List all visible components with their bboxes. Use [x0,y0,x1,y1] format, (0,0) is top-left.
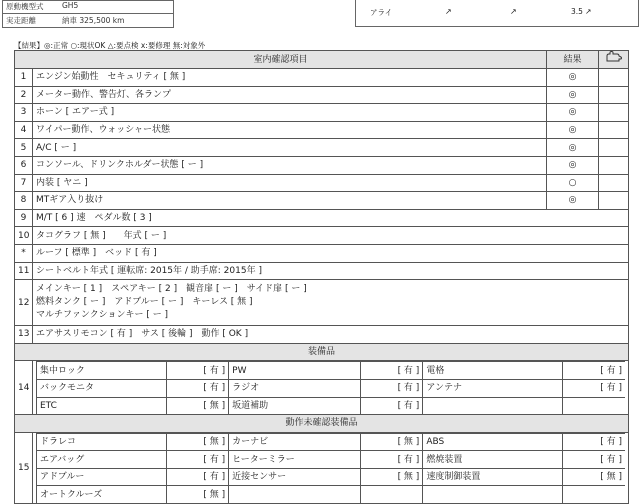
grid-row [37,379,626,397]
item-result: ○ [547,174,599,192]
row-number: 7 [15,174,33,192]
item-text: コンソール、ドリンクホルダー状態 [ ー ] [33,156,547,174]
alignment-label: アライ [370,8,393,17]
item-note [599,121,629,139]
table-row [15,227,629,245]
air-suspension-info: エアサスリモコン [ 有 ] サス [ 後輪 ] 動作 [ OK ] [33,326,629,344]
equipment-value: [ 有 ] [361,397,423,414]
row-number: 3 [15,104,33,122]
equipment-label [229,486,361,503]
equipment-value: [ 有 ] [563,379,625,397]
equipment-value: [ 無 ] [563,468,625,486]
mileage-label: 実走距離 [6,16,36,25]
hand-icon [599,51,629,69]
equipment-label: 近接センサー [229,468,361,486]
table-row [15,121,629,139]
grid-row [37,397,626,414]
item-text: タコグラフ [ 無 ] 年式 [ ー ] [33,227,629,245]
equipment-label: ETC [37,397,167,414]
equipment-title: 装備品 [15,343,629,361]
unconfirmed-grid [33,432,629,503]
equipment-grid [33,361,629,415]
equipment-value: [ 有 ] [167,379,229,397]
item-text: ワイパー動作、ウォッシャー状態 [33,121,547,139]
equipment-value: [ 有 ] [167,468,229,486]
equipment-label: アドブルー [37,468,167,486]
item-note [599,192,629,210]
item-text: ホーン [ エアー式 ] [33,104,547,122]
keys-info [33,280,629,326]
item-text: M/T [ 6 ] 速 ペダル数 [ 3 ] [33,209,629,227]
equipment-label: ABS [423,433,563,451]
equipment-label [423,486,563,503]
keys-line-1: メインキー [ 1 ] スペアキー [ 2 ] 観音扉 [ ー ] サイド扉 [ ー ] [36,284,307,295]
equipment-label: カーナビ [229,433,361,451]
equipment-value [563,397,625,414]
keys-line-3: マルチファンクションキー [ ー ] [36,310,169,321]
equipment-label: バックモニタ [37,379,167,397]
item-text: エンジン始動性 セキュリティ [ 無 ] [33,69,547,87]
item-note [599,156,629,174]
grid-row [37,362,626,380]
keys-line-2: 燃料タンク [ ー ] アドブルー [ ー ] キーレス [ 無 ] [36,297,253,308]
table-row [15,156,629,174]
equipment-label: PW [229,362,361,380]
table-row [15,326,629,344]
item-text: 内装 [ ヤニ ] [33,174,547,192]
item-note [599,104,629,122]
row-number: 8 [15,192,33,210]
equipment-value [361,486,423,503]
table-row [15,104,629,122]
result-header: 結果 [547,51,599,69]
table-row [15,262,629,280]
equipment-value: [ 有 ] [361,379,423,397]
row-number: 2 [15,86,33,104]
result-legend: 【結果】◎:正常 ○:現状OK △:要点検 x:要修理 無:対象外 [14,41,206,50]
row-number: 15 [15,432,33,503]
equipment-label: オートクルーズ [37,486,167,503]
equipment-label: エアバッグ [37,451,167,469]
equipment-value: [ 無 ] [361,468,423,486]
alignment-mark-1: ↗ [445,7,452,16]
table-row [15,174,629,192]
row-number: 9 [15,209,33,227]
item-result: ◎ [547,121,599,139]
alignment-mark-2: ↗ [510,7,517,16]
item-result: ◎ [547,86,599,104]
equipment-label: 速度制御装置 [423,468,563,486]
equipment-value: [ 有 ] [563,433,625,451]
item-note [599,69,629,87]
row-number: 6 [15,156,33,174]
equipment-value: [ 有 ] [361,451,423,469]
alignment-value: 3.5 ↗ [571,7,592,16]
equipment-label [423,397,563,414]
table-row [15,244,629,262]
row-number: 14 [15,361,33,415]
equipment-value: [ 有 ] [361,362,423,380]
header-strip [0,0,640,30]
row-number: 13 [15,326,33,344]
item-text: A/C [ ー ] [33,139,547,157]
equipment-label: ヒーターミラー [229,451,361,469]
equipment-value: [ 無 ] [167,486,229,503]
item-text: メーター動作、警告灯、各ランプ [33,86,547,104]
equipment-label: 坂道補助 [229,397,361,414]
alignment-box [355,0,639,27]
equipment-value: [ 有 ] [167,362,229,380]
engine-label: 原動機型式 [6,2,44,11]
grid-row [37,468,626,486]
equipment-value: [ 無 ] [361,433,423,451]
equipment-value [563,486,625,503]
table-row [15,69,629,87]
row-number: 12 [15,280,33,326]
item-text: ルーフ [ 標準 ] ベッド [ 有 ] [33,244,629,262]
equipment-label: ドラレコ [37,433,167,451]
row-number: 1 [15,69,33,87]
table-title: 室内確認項目 [15,51,547,69]
item-result: ◎ [547,156,599,174]
equipment-value: [ 有 ] [563,362,625,380]
table-row [15,280,629,326]
table-row [15,192,629,210]
table-row [15,209,629,227]
mileage-value: 納車 325,500 km [62,16,125,25]
table-row [15,139,629,157]
item-result: ◎ [547,139,599,157]
grid-row [37,433,626,451]
equipment-value: [ 有 ] [167,451,229,469]
engine-value: GH5 [62,1,79,10]
item-result: ◎ [547,104,599,122]
inspection-table [14,50,629,504]
item-result: ◎ [547,192,599,210]
row-number: 10 [15,227,33,245]
row-number: * [15,244,33,262]
grid-row [37,486,626,503]
row-number: 4 [15,121,33,139]
item-note [599,86,629,104]
item-text: MTギア入り抜け [33,192,547,210]
item-result: ◎ [547,69,599,87]
equipment-label: 燃焼装置 [423,451,563,469]
item-note [599,174,629,192]
grid-row [37,451,626,469]
equipment-label: ラジオ [229,379,361,397]
item-note [599,139,629,157]
equipment-value: [ 無 ] [167,433,229,451]
table-header-row [15,51,629,69]
unconfirmed-title: 動作未確認装備品 [15,415,629,433]
equipment-label: 集中ロック [37,362,167,380]
equipment-value: [ 無 ] [167,397,229,414]
row-number: 11 [15,262,33,280]
item-text: シートベルト年式 [ 運転席: 2015年 / 助手席: 2015年 ] [33,262,629,280]
equipment-value: [ 有 ] [563,451,625,469]
equipment-label: アンテナ [423,379,563,397]
equipment-label: 電格 [423,362,563,380]
row-number: 5 [15,139,33,157]
table-row [15,86,629,104]
